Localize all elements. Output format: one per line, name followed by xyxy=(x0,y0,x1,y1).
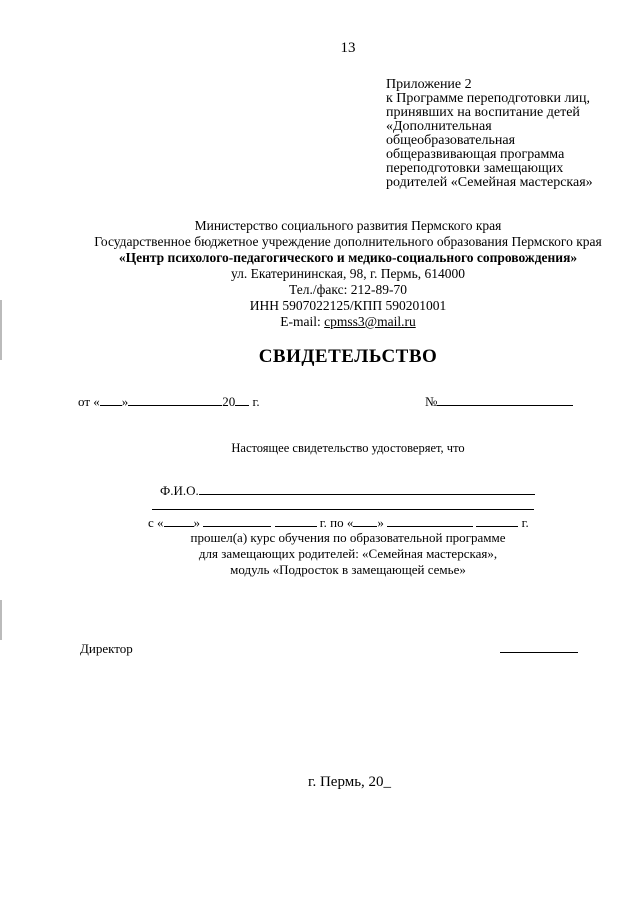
appendix-line: общеразвивающая программа xyxy=(386,147,565,162)
center-name: «Центр психолого-педагогического и медико-социального сопровождения» xyxy=(118,250,578,265)
period-start-month-blank[interactable] xyxy=(203,514,271,527)
period-year-to: г. по « xyxy=(316,515,354,530)
institution-name: Государственное бюджетное учреждение дополнительного образования Пермского края xyxy=(94,234,602,249)
period-close2: » xyxy=(377,515,384,530)
page-number: 13 xyxy=(340,40,356,56)
period-end-month-blank[interactable] xyxy=(387,514,473,527)
period-year-end: г. xyxy=(518,515,529,530)
inn-kpp: ИНН 5907022125/КПП 590201001 xyxy=(249,298,447,313)
period-end-day-blank[interactable] xyxy=(353,514,377,527)
month-blank[interactable] xyxy=(128,393,222,406)
appendix-line: общеобразовательная xyxy=(386,133,516,148)
appendix-line: родителей «Семейная мастерская» xyxy=(386,175,593,190)
year-blank[interactable] xyxy=(235,393,249,406)
course-line: модуль «Подросток в замещающей семье» xyxy=(230,562,466,577)
period-from: с « xyxy=(148,515,164,530)
course-line: прошел(а) курс обучения по образовательной программе xyxy=(190,530,506,545)
day-blank[interactable] xyxy=(100,393,122,406)
ministry-name: Министерство социального развития Пермского края xyxy=(194,218,502,233)
appendix-line: Приложение 2 xyxy=(386,77,472,92)
appendix-line: переподготовки замещающих xyxy=(386,161,564,176)
appendix-header xyxy=(386,78,593,190)
period-end-year-blank[interactable] xyxy=(476,514,518,527)
phone: Тел./факс: 212-89-70 xyxy=(289,282,407,297)
year-prefix: 20 xyxy=(222,394,236,409)
date-field xyxy=(78,393,260,410)
period-start-day-blank[interactable] xyxy=(164,514,194,527)
email-label: E-mail: xyxy=(280,314,325,329)
course-description xyxy=(0,530,640,578)
email-row xyxy=(0,314,640,330)
number-field xyxy=(425,393,573,410)
date-prefix: от « xyxy=(78,394,100,409)
director-label: Директор xyxy=(80,641,133,656)
fio-field xyxy=(160,482,535,499)
scan-edge-mark xyxy=(0,600,2,640)
year-suffix: г. xyxy=(249,394,260,409)
director-signature-blank[interactable] xyxy=(500,652,578,653)
period-field xyxy=(148,514,529,531)
course-line: для замещающих родителей: «Семейная мастерская», xyxy=(198,546,498,561)
city-year: г. Пермь, 20_ xyxy=(308,774,392,790)
period-close1: » xyxy=(193,515,201,530)
fio-label: Ф.И.О. xyxy=(160,483,199,498)
number-label: № xyxy=(425,394,438,409)
number-blank[interactable] xyxy=(437,393,573,406)
email-link[interactable]: cpmss3@mail.ru xyxy=(324,314,416,329)
document-title: СВИДЕТЕЛЬСТВО xyxy=(258,346,438,367)
appendix-line: «Дополнительная xyxy=(386,119,492,134)
appendix-line: принявших на воспитание детей xyxy=(386,105,580,120)
certifies-text: Настоящее свидетельство удостоверяет, что xyxy=(231,441,465,455)
organization-block xyxy=(0,218,640,330)
address: ул. Екатерининская, 98, г. Пермь, 614000 xyxy=(231,266,465,281)
fio-blank-second-line[interactable] xyxy=(152,509,534,510)
fio-blank[interactable] xyxy=(199,482,535,495)
appendix-line: к Программе переподготовки лиц, xyxy=(386,91,590,106)
period-start-year-blank[interactable] xyxy=(275,514,317,527)
date-mid: » xyxy=(121,394,129,409)
